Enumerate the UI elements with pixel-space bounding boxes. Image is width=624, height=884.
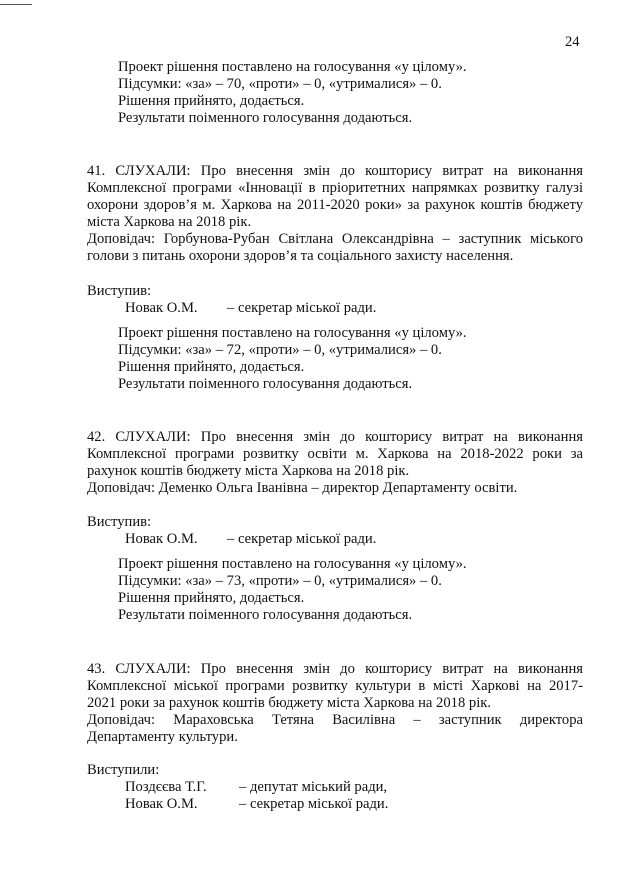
item-42-vote-totals: Підсумки: «за» – 73, «проти» – 0, «утрималися» – 0. [118,573,442,589]
item-42-heading-line: 42. СЛУХАЛИ: Про внесення змін до кошторису витрат на виконання [87,429,583,445]
item-42-vote-project: Проект рішення поставлено на голосування «у цілому». [118,556,467,572]
item-41-heading-line: Комплексної програми «Інновації в пріоритетних напрямках розвитку галузі [87,180,583,196]
item-41-vote-totals: Підсумки: «за» – 72, «проти» – 0, «утрималися» – 0. [118,342,442,358]
item-41-roll-call: Результати поіменного голосування додаються. [118,376,413,392]
item-41-speakers-label: Виступив: [87,283,152,299]
item-42-heading-line: рахунок коштів бюджету міста Харкова на 2018 рік. [87,463,410,479]
item-43-heading-line: 43. СЛУХАЛИ: Про внесення змін до кошторису витрат на виконання [87,661,583,677]
speaker-name: Новак О.М. [125,796,198,812]
scan-corner-mark [0,4,32,5]
item-42-decision: Рішення прийнято, додається. [118,590,305,606]
item-41-heading-line: охорони здоров’я м. Харкова на 2011-2020 роки» за рахунок коштів бюджету [87,197,583,213]
item-41-reporter-line: голови з питань охорони здоров’я та соціального захисту населення. [87,248,514,264]
speaker-name: Новак О.М. [125,300,198,316]
item-43-heading-line: 2021 роки за рахунок коштів бюджету міста Харкова на 2018 рік. [87,695,491,711]
speaker-role: – секретар міської ради. [227,300,377,316]
item-41-reporter-line: Доповідач: Горбунова-Рубан Світлана Олександрівна – заступник міського [87,231,583,247]
item-43-heading-line: Комплексної міської програми розвитку культури в місті Харкові на 2017- [87,678,583,694]
top-decision: Рішення прийнято, додається. [118,93,305,109]
item-42-roll-call: Результати поіменного голосування додаються. [118,607,413,623]
speaker-name: Поздєєва Т.Г. [125,779,207,795]
item-42-heading-line: Комплексної програми розвитку освіти м. Харкова на 2018-2022 роки за [87,446,583,462]
speaker-role: – секретар міської ради. [239,796,389,812]
item-41-decision: Рішення прийнято, додається. [118,359,305,375]
item-42-speakers-label: Виступив: [87,514,152,530]
item-42-reporter-line: Доповідач: Деменко Ольга Іванівна – директор Департаменту освіти. [87,480,518,496]
page-number: 24 [565,34,580,50]
top-vote-totals: Підсумки: «за» – 70, «проти» – 0, «утрималися» – 0. [118,76,442,92]
item-43-reporter-line: Департаменту культури. [87,729,238,745]
item-43-speakers-label: Виступили: [87,762,160,778]
item-43-reporter-line: Доповідач: Мараховська Тетяна Василівна – заступник директора [87,712,583,728]
top-vote-project: Проект рішення поставлено на голосування «у цілому». [118,59,467,75]
speaker-role: – секретар міської ради. [227,531,377,547]
speaker-name: Новак О.М. [125,531,198,547]
speaker-role: – депутат міський ради, [239,779,388,795]
item-41-heading-line: 41. СЛУХАЛИ: Про внесення змін до кошторису витрат на виконання [87,163,583,179]
top-roll-call: Результати поіменного голосування додаються. [118,110,413,126]
item-41-vote-project: Проект рішення поставлено на голосування «у цілому». [118,325,467,341]
item-41-heading-line: міста Харкова на 2018 рік. [87,214,252,230]
